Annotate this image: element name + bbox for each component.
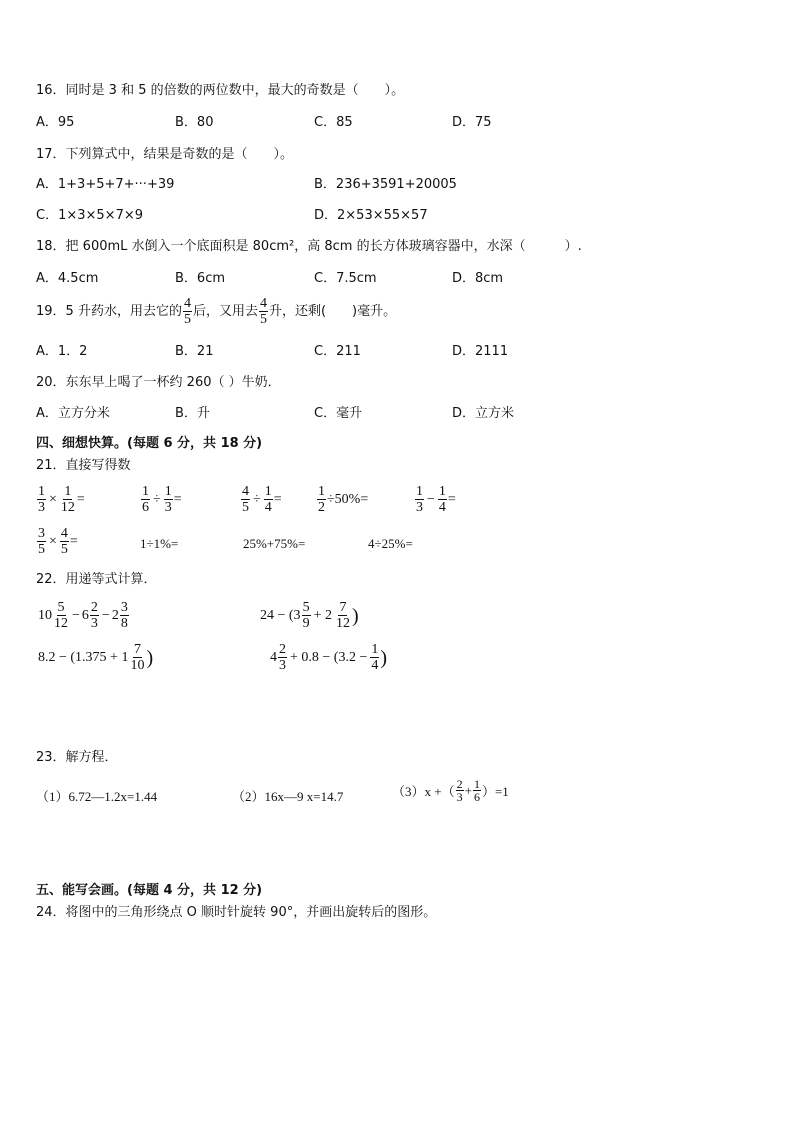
q19-option-c[interactable]: C．211: [314, 344, 361, 359]
q21-expr-9: 4÷25%=: [368, 536, 413, 551]
q17-option-b[interactable]: B．236+3591+20005: [314, 177, 457, 192]
q16-option-a[interactable]: A．95: [36, 115, 75, 130]
question-18-stem: 18．把 600mL 水倒入一个底面积是 80cm²，高 8cm 的长方体玻璃容器中，水深（ ）.: [36, 239, 582, 254]
q16-option-c[interactable]: C．85: [314, 115, 353, 130]
section-5-heading: 五、能写会画。(每题 4 分，共 12 分): [36, 883, 263, 898]
q16-option-d[interactable]: D．75: [452, 115, 492, 130]
question-22-title: 22．用递等式计算．: [36, 572, 157, 587]
q19-option-d[interactable]: D．2111: [452, 344, 509, 359]
q22-expr-4: 4 2 3 + 0.8 − (3.2 − $\frac{1}{4}$ ): [270, 642, 388, 673]
q22-expr-3: 8.2 − (1.375 + 1 7 10 ): [38, 642, 154, 673]
question-17-stem: 17．下列算式中，结果是奇数的是（ ）。: [36, 147, 294, 162]
q19-suffix: 升，还剩( )毫升。: [268, 303, 397, 319]
q18-option-d[interactable]: D．8cm: [452, 271, 504, 286]
section-4-heading: 四、细想快算。(每题 6 分，共 18 分): [36, 436, 263, 451]
q19-prefix: 19．5 升药水，用去它的: [36, 303, 182, 319]
q23-equation-1: （1）6.72—1.2x=1.44: [36, 789, 158, 804]
q22-expr-2: 24 − (3 5 9 + 2 7 12 ): [260, 600, 359, 631]
q17-option-c[interactable]: C．1×3×5×7×9: [36, 208, 144, 223]
q18-option-a[interactable]: A．4.5cm: [36, 271, 99, 286]
question-16-stem: 16．同时是 3 和 5 的倍数的两位数中，最大的奇数是（ ）。: [36, 83, 405, 98]
q20-option-c[interactable]: C．毫升: [314, 406, 363, 421]
q22-expr-1: 10 5 12 − 6 2 3 − 2 3 8: [38, 600, 128, 631]
q18-option-c[interactable]: C．7.5cm: [314, 271, 377, 286]
q21-expr-2: $\frac{1}{6}$ ÷ $\frac{1}{3}$ =: [142, 484, 182, 515]
q19-fraction-2: 4 5: [259, 296, 267, 327]
q23-equation-3: （3）x +（ 2 3 + $\frac{1}{6}$ ）=1: [392, 777, 509, 804]
question-20-stem: 20．东东早上喝了一杯约 260（ ）牛奶．: [36, 375, 281, 390]
q18-option-b[interactable]: B．6cm: [175, 271, 226, 286]
question-21-title: 21．直接写得数: [36, 458, 131, 473]
q16-option-b[interactable]: B．80: [175, 115, 214, 130]
question-24-stem: 24．将图中的三角形绕点 O 顺时针旋转 90°，并画出旋转后的图形。: [36, 905, 437, 920]
q21-expr-5: 1 3 − $\frac{1}{4}$ =: [416, 484, 456, 515]
q21-expr-4: $\frac{1}{2}$ ÷50%=: [318, 484, 369, 515]
q21-expr-8: 25%+75%=: [243, 536, 306, 551]
q17-option-a[interactable]: A．1+3+5+7+···+39: [36, 177, 175, 192]
q21-expr-1: $\frac{1}{3}$ × $\frac{1}{12}$ =: [38, 484, 85, 515]
q19-option-b[interactable]: B．21: [175, 344, 214, 359]
q20-option-b[interactable]: B．升: [175, 406, 210, 421]
q19-mid: 后，又用去: [192, 303, 258, 319]
q20-option-d[interactable]: D．立方米: [452, 406, 515, 421]
q20-option-a[interactable]: A．立方分米: [36, 406, 110, 421]
q17-option-d[interactable]: D．2×53×55×57: [314, 208, 428, 223]
q21-expr-6: $\frac{3}{5}$ × $\frac{4}{5}$ =: [38, 526, 78, 557]
q19-fraction-1: 4 5: [183, 296, 191, 327]
question-23-title: 23．解方程．: [36, 750, 118, 765]
q21-expr-3: $\frac{4}{5}$ ÷ $\frac{1}{4}$ =: [242, 484, 282, 515]
q23-equation-2: （2）16x—9 x=14.7: [232, 789, 344, 804]
question-19-stem: [36, 296, 396, 327]
q19-option-a[interactable]: A．1．2: [36, 344, 88, 359]
q21-expr-7: 1÷1%=: [140, 536, 179, 551]
